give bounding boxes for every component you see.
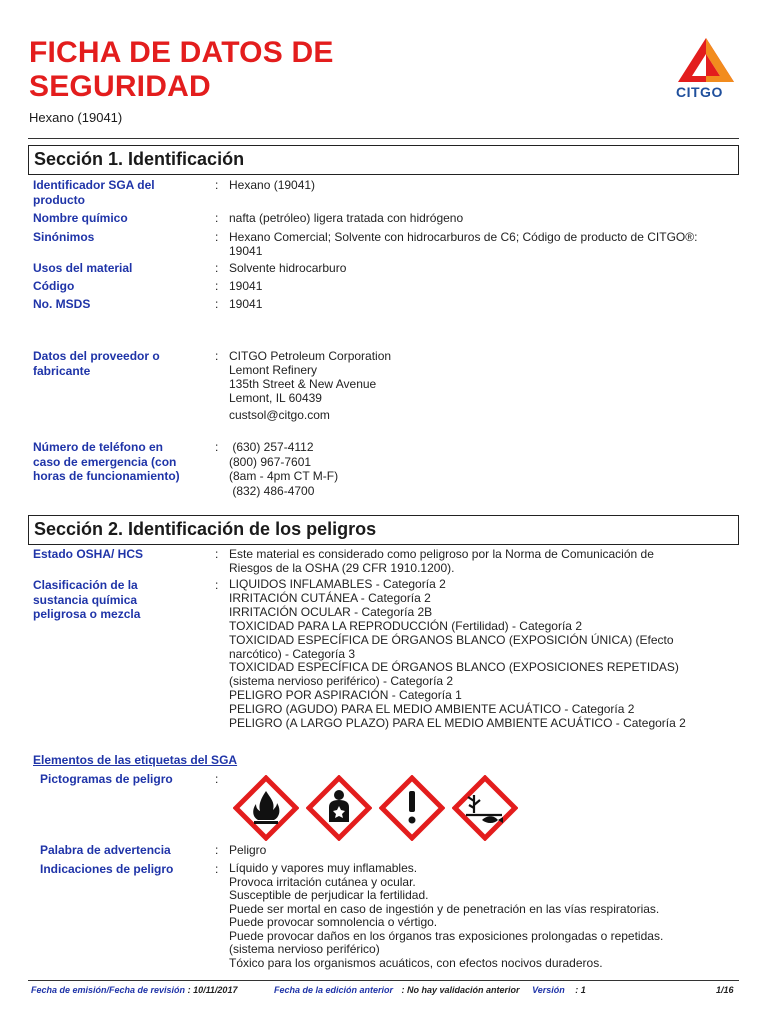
previous-edition-value: : No hay validación anterior [401, 985, 520, 995]
hazard-statement: (sistema nervioso periférico) [229, 942, 380, 956]
ghs-identifier-value: Hexano (19041) [229, 178, 316, 192]
chemical-name-value: nafta (petróleo) ligera tratada con hidrógeno [229, 211, 464, 225]
msds-number-label: No. MSDS [33, 297, 91, 311]
colon: : [215, 578, 219, 592]
classification-item: PELIGRO (AGUDO) PARA EL MEDIO AMBIENTE ACUÁTICO - Categoría 2 [229, 702, 635, 717]
title-line-1: FICHA DE DATOS DE [29, 36, 334, 69]
synonyms-value-line2: 19041 [229, 244, 263, 258]
supplier-line: 135th Street & New Avenue [229, 377, 377, 391]
emergency-phone-label-line3: horas de funcionamiento) [33, 469, 180, 483]
page-number [716, 985, 734, 995]
colon: : [215, 843, 219, 857]
supplier-line: Lemont, IL 60439 [229, 391, 322, 405]
supplier-label-line1: Datos del proveedor o [33, 349, 160, 363]
osha-status-line2: Riesgos de la OSHA (29 CFR 1910.1200). [229, 561, 455, 575]
material-use-label: Usos del material [33, 261, 133, 275]
signal-word-label: Palabra de advertencia [40, 843, 171, 857]
material-use-value: Solvente hidrocarburo [229, 261, 347, 275]
issue-date-value: : 10/11/2017 [187, 985, 238, 995]
hazard-statement: Provoca irritación cutánea y ocular. [229, 874, 416, 889]
exclamation-pictogram-icon [379, 775, 445, 841]
previous-edition-label: Fecha de la edición anterior [273, 985, 394, 995]
supplier-line: CITGO Petroleum Corporation [229, 349, 392, 363]
classification-item: (sistema nervioso periférico) - Categoría 2 [229, 674, 454, 689]
code-value: 19041 [229, 279, 263, 293]
classification-item: TOXICIDAD PARA LA REPRODUCCIÓN (Fertilidad) - Categoría 2 [229, 618, 582, 633]
title-line-2: SEGURIDAD [29, 70, 211, 103]
emergency-phone-label-line1: Número de teléfono en [33, 440, 164, 454]
health-hazard-pictogram-icon [306, 775, 372, 841]
colon: : [215, 349, 219, 363]
section-2-heading: Sección 2. Identificación de los peligros [34, 519, 377, 539]
section-1-heading-box [28, 145, 739, 175]
classification-label-line1: Clasificación de la [33, 578, 138, 592]
hazard-statement: Tóxico para los organismos acuáticos, con efectos nocivos duraderos. [229, 955, 603, 970]
hazard-statement: Puede ser mortal en caso de ingestión y de penetración en las vías respiratorias. [229, 901, 660, 916]
classification-item: TOXICIDAD ESPECÍFICA DE ÓRGANOS BLANCO (EXPOSICIÓN ÚNICA) (Efecto [229, 632, 674, 647]
classification-label-line2: sustancia química [33, 592, 138, 607]
version-value: : 1 [575, 985, 586, 995]
environment-pictogram-icon [452, 775, 518, 841]
hazard-statements-label: Indicaciones de peligro [40, 862, 174, 876]
osha-status-label: Estado OSHA/ HCS [33, 547, 144, 561]
classification-item: IRRITACIÓN CUTÁNEA - Categoría 2 [229, 590, 431, 605]
emergency-phones [229, 440, 338, 498]
product-subtitle: Hexano (19041) [29, 110, 123, 125]
issue-date-label: Fecha de emisión/Fecha de revisión [31, 985, 186, 995]
ghs-identifier-label-line2: producto [33, 192, 85, 207]
classification-label-line3: peligrosa o mezcla [33, 607, 141, 621]
colon: : [215, 772, 219, 786]
supplier-email[interactable]: custsol@citgo.com [229, 408, 330, 422]
classification-item: PELIGRO POR ASPIRACIÓN - Categoría 1 [229, 688, 462, 703]
colon: : [215, 211, 219, 225]
section-1-heading: Sección 1. Identificación [34, 149, 245, 169]
code-label: Código [33, 279, 75, 293]
colon: : [215, 547, 219, 561]
colon: : [215, 230, 219, 244]
colon: : [215, 178, 219, 192]
header-divider [28, 138, 739, 139]
footer [31, 985, 586, 995]
classification-item: PELIGRO (A LARGO PLAZO) PARA EL MEDIO AMBIENTE ACUÁTICO - Categoría 2 [229, 716, 686, 731]
citgo-logo-text: CITGO [676, 84, 723, 100]
supplier-label [33, 349, 160, 378]
synonyms-value-line1: Hexano Comercial; Solvente con hidrocarburos de C6; Código de producto de CITGO®: [229, 230, 698, 244]
hazard-statement: Susceptible de perjudicar la fertilidad. [229, 888, 429, 902]
osha-status-line1: Este material es considerado como peligroso por la Norma de Comunicación de [229, 547, 654, 561]
supplier-address [229, 349, 391, 422]
ghs-identifier-label [33, 178, 155, 207]
hazard-statement: Líquido y vapores muy inflamables. [229, 861, 418, 875]
supplier-label-line2: fabricante [33, 363, 91, 378]
signal-word-value: Peligro [229, 843, 267, 857]
supplier-line: Lemont Refinery [229, 363, 318, 377]
osha-status-value [229, 547, 654, 575]
classification-list [229, 578, 686, 731]
classification-item: LIQUIDOS INFLAMABLES - Categoría 2 [229, 577, 446, 591]
synonyms-label: Sinónimos [33, 230, 95, 244]
version-label: Versión [532, 985, 565, 995]
emergency-phone-label [33, 440, 180, 484]
flame-pictogram-icon [233, 775, 299, 841]
hazard-statement: Puede provocar daños en los órganos tras exposiciones prolongadas o repetidas. [229, 928, 664, 943]
classification-item: TOXICIDAD ESPECÍFICA DE ÓRGANOS BLANCO (EXPOSICIONES REPETIDAS) [229, 660, 679, 675]
classification-item: IRRITACIÓN OCULAR - Categoría 2B [229, 604, 433, 619]
footer-divider [28, 980, 739, 981]
hazard-statements-list [229, 862, 663, 970]
msds-number-value: 19041 [229, 297, 263, 311]
hazard-statement: Puede provocar somnolencia o vértigo. [229, 915, 438, 929]
page-number-text: 1/16 [716, 985, 734, 995]
ghs-identifier-label-line1: Identificador SGA del [33, 178, 155, 192]
colon: : [215, 279, 219, 293]
colon: : [215, 297, 219, 311]
phone-line: (8am - 4pm CT M-F) [229, 469, 339, 483]
classification-label [33, 578, 140, 622]
colon: : [215, 261, 219, 275]
emergency-phone-label-line2: caso de emergencia (con [33, 454, 177, 469]
colon: : [215, 440, 219, 454]
section-2-heading-box [28, 515, 739, 545]
synonyms-value [229, 230, 697, 258]
colon: : [215, 862, 219, 876]
phone-line: (630) 257-4112 [229, 440, 314, 454]
document-title [29, 36, 334, 104]
phone-line: (800) 967-7601 [229, 454, 312, 469]
classification-item: narcótico) - Categoría 3 [229, 646, 356, 661]
phone-line: (832) 486-4700 [229, 483, 315, 498]
ghs-label-elements-heading: Elementos de las etiquetas del SGA [33, 753, 238, 767]
pictograms-label: Pictogramas de peligro [40, 772, 173, 786]
chemical-name-label: Nombre químico [33, 211, 128, 225]
